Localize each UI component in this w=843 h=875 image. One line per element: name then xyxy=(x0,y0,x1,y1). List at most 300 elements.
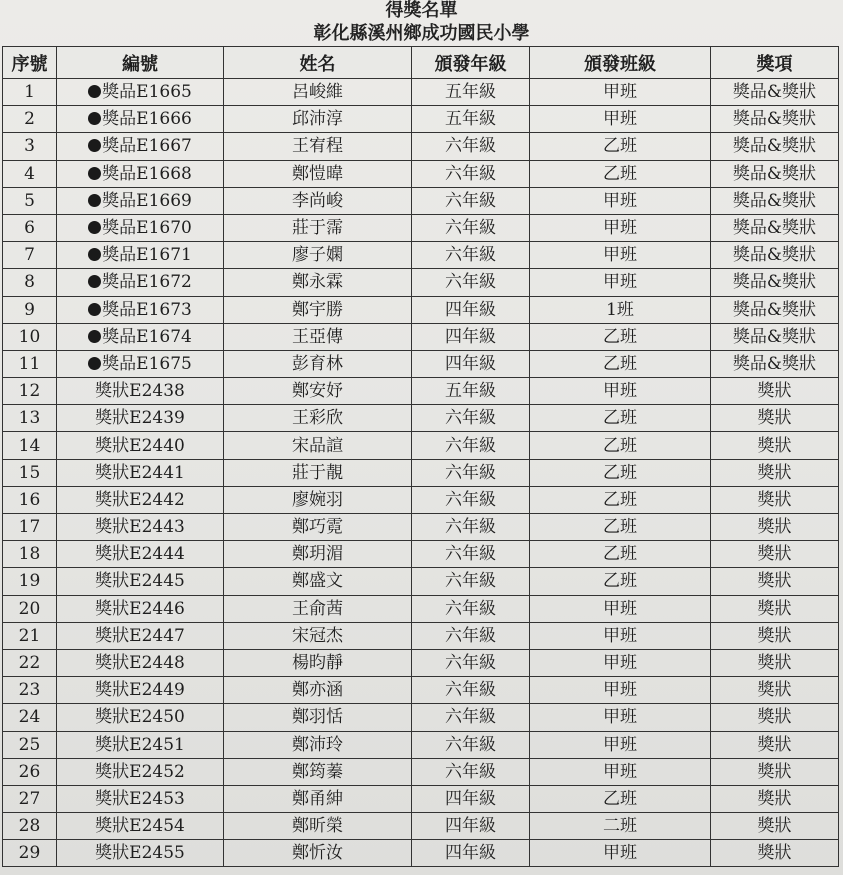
name-cell xyxy=(224,432,412,459)
class-cell-text: 甲班 xyxy=(603,707,637,728)
class-cell-text: 甲班 xyxy=(603,272,637,293)
name-cell-text: 莊于霈 xyxy=(292,218,343,239)
grade-cell-text: 四年級 xyxy=(445,299,496,320)
award-cell-text: 獎品&獎狀 xyxy=(732,190,817,211)
award-cell xyxy=(711,677,839,704)
class-cell-text: 甲班 xyxy=(603,381,637,402)
seq-cell xyxy=(3,323,57,350)
code-cell-text: 獎狀E2444 xyxy=(95,544,185,565)
code-cell xyxy=(57,459,224,486)
name-cell xyxy=(224,541,412,568)
code-cell-text: 獎品E1675 xyxy=(102,353,192,374)
code-cell-text: 獎品E1673 xyxy=(102,299,192,320)
award-cell xyxy=(711,350,839,377)
code-cell xyxy=(57,378,224,405)
code-cell-text: 獎品E1665 xyxy=(102,82,192,103)
name-cell-text: 鄭盛文 xyxy=(292,571,343,592)
name-cell-text: 呂峻維 xyxy=(292,82,343,103)
award-cell-text: 獎狀 xyxy=(757,462,792,483)
table-row xyxy=(3,486,839,513)
class-cell-text: 乙班 xyxy=(603,462,637,483)
name-cell-text: 鄭安妤 xyxy=(292,381,343,402)
class-cell xyxy=(530,486,711,513)
code-cell xyxy=(57,785,224,812)
table-row xyxy=(3,649,839,676)
document-title: 得獎名單 xyxy=(385,0,458,21)
name-cell-text: 鄭愷暐 xyxy=(292,163,343,184)
award-cell-text: 獎狀 xyxy=(757,761,792,782)
award-table xyxy=(2,46,839,867)
grade-cell-text: 六年級 xyxy=(445,218,496,239)
code-cell xyxy=(57,541,224,568)
award-cell-text: 獎狀 xyxy=(757,707,792,728)
award-cell-text: 獎狀 xyxy=(757,517,792,538)
name-cell-text: 鄭玥湄 xyxy=(292,544,343,565)
award-cell-text: 獎品&獎狀 xyxy=(732,163,817,184)
name-cell xyxy=(224,568,412,595)
grade-cell-text: 六年級 xyxy=(445,272,496,293)
code-cell-text: 獎狀E2453 xyxy=(95,788,185,809)
code-cell-text: 獎狀E2452 xyxy=(95,761,185,782)
seq-cell xyxy=(3,813,57,840)
class-cell xyxy=(530,214,711,241)
name-cell-text: 鄭甬紳 xyxy=(292,788,343,809)
seq-cell-text: 8 xyxy=(24,272,35,293)
seq-cell-text: 12 xyxy=(18,381,41,402)
seq-cell-text: 21 xyxy=(18,625,41,646)
grade-cell-text: 六年級 xyxy=(445,136,496,157)
class-cell-text: 甲班 xyxy=(603,734,637,755)
grade-cell xyxy=(412,323,530,350)
grade-cell-text: 六年級 xyxy=(445,190,496,211)
award-cell-text: 獎品&獎狀 xyxy=(732,299,817,320)
table-row xyxy=(3,622,839,649)
grade-cell-text: 四年級 xyxy=(445,788,496,809)
grade-cell xyxy=(412,133,530,160)
code-cell xyxy=(57,405,224,432)
award-cell-text: 獎狀 xyxy=(757,544,792,565)
class-cell xyxy=(530,296,711,323)
seq-cell-text: 17 xyxy=(18,517,41,538)
name-cell xyxy=(224,758,412,785)
class-cell-text: 乙班 xyxy=(603,489,637,510)
code-cell-text: 獎狀E2439 xyxy=(95,408,185,429)
award-cell-text: 獎狀 xyxy=(757,734,792,755)
name-cell-text: 彭育林 xyxy=(292,353,343,374)
class-cell-text: 1班 xyxy=(606,299,634,320)
code-cell-text: 獎狀E2446 xyxy=(95,598,185,619)
award-cell xyxy=(711,731,839,758)
grade-cell xyxy=(412,758,530,785)
bullet-dot-icon xyxy=(88,112,101,125)
table-row xyxy=(3,133,839,160)
grade-cell-text: 四年級 xyxy=(445,843,496,864)
seq-cell xyxy=(3,160,57,187)
award-cell xyxy=(711,296,839,323)
seq-cell xyxy=(3,214,57,241)
grade-cell xyxy=(412,595,530,622)
award-cell xyxy=(711,622,839,649)
code-cell-text: 獎狀E2449 xyxy=(95,680,185,701)
class-cell xyxy=(530,785,711,812)
name-cell-text: 李尚峻 xyxy=(292,190,343,211)
code-cell xyxy=(57,677,224,704)
code-cell xyxy=(57,486,224,513)
class-cell xyxy=(530,269,711,296)
seq-cell xyxy=(3,432,57,459)
award-cell-text: 獎狀 xyxy=(757,680,792,701)
award-cell xyxy=(711,133,839,160)
name-cell-text: 莊于靚 xyxy=(292,462,343,483)
award-cell-text: 獎狀 xyxy=(757,816,792,837)
class-cell-text: 甲班 xyxy=(603,82,637,103)
class-cell xyxy=(530,79,711,106)
header-class: 頒發班級 xyxy=(530,47,711,79)
table-row xyxy=(3,296,839,323)
award-cell xyxy=(711,785,839,812)
grade-cell-text: 六年級 xyxy=(445,653,496,674)
class-cell xyxy=(530,160,711,187)
code-cell-text: 獎品E1666 xyxy=(102,109,192,130)
bullet-dot-icon xyxy=(88,357,101,370)
grade-cell-text: 六年級 xyxy=(445,680,496,701)
code-cell-text: 獎狀E2451 xyxy=(95,734,185,755)
class-cell-text: 乙班 xyxy=(603,326,637,347)
award-cell xyxy=(711,568,839,595)
class-cell-text: 乙班 xyxy=(603,353,637,374)
class-cell xyxy=(530,350,711,377)
award-cell xyxy=(711,840,839,867)
grade-cell-text: 六年級 xyxy=(445,571,496,592)
seq-cell-text: 4 xyxy=(24,163,35,184)
class-cell-text: 乙班 xyxy=(603,544,637,565)
seq-cell-text: 10 xyxy=(18,326,41,347)
class-cell-text: 甲班 xyxy=(603,190,637,211)
award-cell xyxy=(711,214,839,241)
seq-cell-text: 6 xyxy=(24,218,35,239)
grade-cell xyxy=(412,568,530,595)
seq-cell-text: 20 xyxy=(18,598,41,619)
table-row xyxy=(3,378,839,405)
bullet-dot-icon xyxy=(88,275,101,288)
name-cell-text: 鄭羽恬 xyxy=(292,707,343,728)
code-cell xyxy=(57,649,224,676)
bullet-dot-icon xyxy=(88,85,101,98)
grade-cell-text: 五年級 xyxy=(445,82,496,103)
award-cell xyxy=(711,514,839,541)
award-cell-text: 獎狀 xyxy=(757,571,792,592)
name-cell xyxy=(224,160,412,187)
name-cell xyxy=(224,296,412,323)
award-cell-text: 獎品&獎狀 xyxy=(732,353,817,374)
code-cell xyxy=(57,704,224,731)
bullet-dot-icon xyxy=(88,167,101,180)
name-cell-text: 鄭昕榮 xyxy=(292,816,343,837)
grade-cell-text: 五年級 xyxy=(445,381,496,402)
seq-cell xyxy=(3,269,57,296)
award-cell-text: 獎品&獎狀 xyxy=(732,82,817,103)
grade-cell-text: 四年級 xyxy=(445,816,496,837)
grade-cell xyxy=(412,106,530,133)
name-cell-text: 鄭筠蓁 xyxy=(292,761,343,782)
code-cell xyxy=(57,214,224,241)
grade-cell xyxy=(412,840,530,867)
class-cell xyxy=(530,758,711,785)
name-cell-text: 廖子嫻 xyxy=(292,245,343,266)
grade-cell-text: 六年級 xyxy=(445,707,496,728)
grade-cell xyxy=(412,378,530,405)
table-row xyxy=(3,79,839,106)
award-cell-text: 獎品&獎狀 xyxy=(732,326,817,347)
class-cell xyxy=(530,459,711,486)
award-cell xyxy=(711,378,839,405)
class-cell xyxy=(530,514,711,541)
header-code: 編號 xyxy=(57,47,224,79)
class-cell-text: 甲班 xyxy=(603,761,637,782)
name-cell-text: 宋品諠 xyxy=(292,435,343,456)
award-cell-text: 獎品&獎狀 xyxy=(732,272,817,293)
header-seq: 序號 xyxy=(3,47,57,79)
grade-cell xyxy=(412,622,530,649)
award-cell xyxy=(711,758,839,785)
code-cell-text: 獎品E1667 xyxy=(102,136,192,157)
grade-cell xyxy=(412,649,530,676)
grade-cell-text: 六年級 xyxy=(445,408,496,429)
code-cell-text: 獎品E1672 xyxy=(102,272,192,293)
name-cell xyxy=(224,269,412,296)
award-cell-text: 獎狀 xyxy=(757,843,792,864)
name-cell xyxy=(224,595,412,622)
header-award: 獎項 xyxy=(711,47,839,79)
grade-cell xyxy=(412,160,530,187)
name-cell xyxy=(224,214,412,241)
table-row xyxy=(3,323,839,350)
seq-cell xyxy=(3,568,57,595)
name-cell-text: 鄭巧霓 xyxy=(292,517,343,538)
table-row xyxy=(3,514,839,541)
name-cell xyxy=(224,785,412,812)
name-cell xyxy=(224,514,412,541)
seq-cell xyxy=(3,378,57,405)
award-cell xyxy=(711,79,839,106)
table-row xyxy=(3,350,839,377)
grade-cell-text: 六年級 xyxy=(445,544,496,565)
name-cell xyxy=(224,242,412,269)
seq-cell-text: 26 xyxy=(18,761,41,782)
code-cell xyxy=(57,813,224,840)
award-cell xyxy=(711,459,839,486)
seq-cell xyxy=(3,187,57,214)
grade-cell xyxy=(412,459,530,486)
award-cell xyxy=(711,187,839,214)
bullet-dot-icon xyxy=(88,303,101,316)
seq-cell-text: 28 xyxy=(18,816,41,837)
name-cell xyxy=(224,677,412,704)
grade-cell xyxy=(412,432,530,459)
table-row xyxy=(3,187,839,214)
name-cell-text: 鄭宇勝 xyxy=(292,299,343,320)
seq-cell xyxy=(3,595,57,622)
grade-cell xyxy=(412,79,530,106)
award-cell-text: 獎狀 xyxy=(757,408,792,429)
award-cell xyxy=(711,432,839,459)
class-cell-text: 甲班 xyxy=(603,218,637,239)
award-cell-text: 獎品&獎狀 xyxy=(732,136,817,157)
class-cell-text: 乙班 xyxy=(603,163,637,184)
award-cell xyxy=(711,242,839,269)
grade-cell xyxy=(412,187,530,214)
award-cell-text: 獎品&獎狀 xyxy=(732,245,817,266)
award-cell-text: 獎狀 xyxy=(757,598,792,619)
class-cell xyxy=(530,405,711,432)
grade-cell-text: 六年級 xyxy=(445,598,496,619)
seq-cell xyxy=(3,785,57,812)
class-cell xyxy=(530,622,711,649)
class-cell xyxy=(530,704,711,731)
name-cell xyxy=(224,133,412,160)
class-cell-text: 乙班 xyxy=(603,788,637,809)
table-row xyxy=(3,813,839,840)
table-row xyxy=(3,595,839,622)
code-cell xyxy=(57,269,224,296)
name-cell xyxy=(224,378,412,405)
code-cell-text: 獎狀E2448 xyxy=(95,653,185,674)
seq-cell-text: 14 xyxy=(18,435,41,456)
code-cell-text: 獎品E1670 xyxy=(102,218,192,239)
seq-cell xyxy=(3,649,57,676)
code-cell-text: 獎狀E2440 xyxy=(95,435,185,456)
code-cell-text: 獎狀E2441 xyxy=(95,462,185,483)
grade-cell-text: 六年級 xyxy=(445,761,496,782)
code-cell xyxy=(57,840,224,867)
name-cell xyxy=(224,840,412,867)
seq-cell xyxy=(3,677,57,704)
award-cell-text: 獎狀 xyxy=(757,788,792,809)
class-cell xyxy=(530,595,711,622)
award-cell xyxy=(711,649,839,676)
grade-cell-text: 六年級 xyxy=(445,489,496,510)
award-cell xyxy=(711,813,839,840)
code-cell-text: 獎狀E2450 xyxy=(95,707,185,728)
grade-cell-text: 六年級 xyxy=(445,462,496,483)
award-cell xyxy=(711,405,839,432)
grade-cell xyxy=(412,677,530,704)
seq-cell-text: 1 xyxy=(24,82,35,103)
code-cell xyxy=(57,568,224,595)
class-cell-text: 甲班 xyxy=(603,653,637,674)
class-cell xyxy=(530,323,711,350)
grade-cell-text: 六年級 xyxy=(445,625,496,646)
class-cell-text: 甲班 xyxy=(603,109,637,130)
grade-cell-text: 五年級 xyxy=(445,109,496,130)
code-cell-text: 獎狀E2438 xyxy=(95,381,185,402)
grade-cell-text: 六年級 xyxy=(445,163,496,184)
seq-cell xyxy=(3,514,57,541)
seq-cell-text: 3 xyxy=(24,136,35,157)
class-cell-text: 乙班 xyxy=(603,435,637,456)
grade-cell xyxy=(412,541,530,568)
table-row xyxy=(3,568,839,595)
name-cell xyxy=(224,813,412,840)
grade-cell xyxy=(412,813,530,840)
seq-cell-text: 5 xyxy=(24,190,35,211)
table-row xyxy=(3,704,839,731)
code-cell-text: 獎品E1668 xyxy=(102,163,192,184)
seq-cell xyxy=(3,350,57,377)
table-row xyxy=(3,785,839,812)
grade-cell xyxy=(412,214,530,241)
name-cell xyxy=(224,459,412,486)
code-cell-text: 獎品E1671 xyxy=(102,245,192,266)
name-cell xyxy=(224,649,412,676)
grade-cell xyxy=(412,269,530,296)
name-cell-text: 王俞茜 xyxy=(292,598,343,619)
name-cell xyxy=(224,106,412,133)
name-cell-text: 廖婉羽 xyxy=(292,489,343,510)
table-row xyxy=(3,541,839,568)
code-cell xyxy=(57,432,224,459)
class-cell xyxy=(530,378,711,405)
bullet-dot-icon xyxy=(88,248,101,261)
grade-cell xyxy=(412,785,530,812)
award-cell xyxy=(711,323,839,350)
table-row xyxy=(3,731,839,758)
class-cell xyxy=(530,242,711,269)
header-grade: 頒發年級 xyxy=(412,47,530,79)
name-cell xyxy=(224,79,412,106)
code-cell-text: 獎狀E2443 xyxy=(95,517,185,538)
code-cell-text: 獎狀E2442 xyxy=(95,489,185,510)
class-cell xyxy=(530,840,711,867)
class-cell xyxy=(530,432,711,459)
code-cell xyxy=(57,79,224,106)
seq-cell-text: 27 xyxy=(18,788,41,809)
seq-cell-text: 16 xyxy=(18,489,41,510)
class-cell-text: 乙班 xyxy=(603,408,637,429)
table-row xyxy=(3,432,839,459)
seq-cell-text: 19 xyxy=(18,571,41,592)
code-cell xyxy=(57,731,224,758)
name-cell-text: 鄭永霖 xyxy=(292,272,343,293)
class-cell xyxy=(530,649,711,676)
name-cell-text: 宋冠杰 xyxy=(292,625,343,646)
grade-cell xyxy=(412,731,530,758)
table-row xyxy=(3,677,839,704)
header-row xyxy=(3,47,839,79)
school-name: 彰化縣溪州鄉成功國民小學 xyxy=(313,23,530,44)
code-cell xyxy=(57,160,224,187)
class-cell-text: 乙班 xyxy=(603,571,637,592)
seq-cell-text: 2 xyxy=(24,109,35,130)
seq-cell-text: 15 xyxy=(18,462,41,483)
award-cell-text: 獎品&獎狀 xyxy=(732,109,817,130)
class-cell xyxy=(530,568,711,595)
seq-cell xyxy=(3,704,57,731)
name-cell xyxy=(224,405,412,432)
seq-cell xyxy=(3,405,57,432)
name-cell-text: 鄭亦涵 xyxy=(292,680,343,701)
table-row xyxy=(3,459,839,486)
class-cell xyxy=(530,541,711,568)
seq-cell xyxy=(3,731,57,758)
class-cell xyxy=(530,106,711,133)
award-cell xyxy=(711,160,839,187)
name-cell-text: 王彩欣 xyxy=(292,408,343,429)
name-cell-text: 楊昀靜 xyxy=(292,653,343,674)
award-cell xyxy=(711,595,839,622)
seq-cell-text: 25 xyxy=(18,734,41,755)
seq-cell xyxy=(3,106,57,133)
